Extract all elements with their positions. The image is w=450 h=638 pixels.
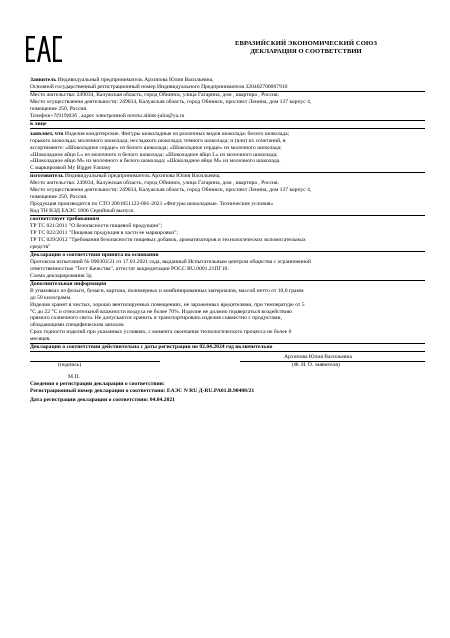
requirements-label: соответствует требованиям <box>30 216 100 223</box>
requirement-2: ТР ТС 022/2011 "Пищевая продукция в части ее маркировки"; <box>30 230 178 237</box>
declares-line-1 <box>30 131 425 138</box>
additional-line-1: В упаковках из фольги, бумаги, картона, полимерных и комбинированных материалов, массой нетто от 10,0 грамм <box>30 287 304 294</box>
requirement-1: ТР ТС 021/2011 "О безопасности пищевой продукции"; <box>30 223 163 230</box>
registration-date: Дата регистрации декларации о соответствии: 04.04.2021 <box>30 397 175 404</box>
additional-line-6: обладающими специфическим запахом. <box>30 322 125 329</box>
declares-line-4: «Шоколадное яйцо L» из молочного и белого шоколада; «Шоколадное яйцо L» из молочного шоколада; <box>30 151 278 158</box>
registration-info-label: Сведения о регистрации декларации о соответствии: <box>30 381 165 388</box>
basis-line-2: ответственностью "Тест Качества", аттестат аккредитации РОСС RU.0001.21ПГ10. <box>30 265 229 272</box>
document-header <box>26 36 426 68</box>
basis-line-1: Протокола испытаний № 090303/21 от 17.03.2021 года, выданный Испытательным центром общества с ограниченной <box>30 258 311 265</box>
eac-logo <box>26 36 62 62</box>
union-title: ЕВРАЗИЙСКИЙ ЭКОНОМИЧЕСКИЙ СОЮЗ <box>234 40 378 47</box>
requirement-3b: средств" <box>30 244 425 252</box>
declares-line-2: горького шоколада; молочного шоколада; несладкого шоколада; темного шоколада; и (или) их сочетаний, в <box>30 137 286 144</box>
applicant-activity-1: Место осуществления деятельности: 249034, Калужская область, город Обнинск, проспект Ленина, дом 137 корпус 4, <box>30 98 312 105</box>
fio-caption: (Ф. И. О. заявителя) <box>292 362 340 369</box>
registration-number: Регистрационный номер декларации о соответствии: ЕАЭС N RU Д-RU.PA01.В.90408/21 <box>30 388 255 395</box>
signature-line <box>30 354 160 362</box>
declares-line-5: «Шоколадное яйцо М» из молочного и белого шоколада; «Шоколадное яйцо М» из молочного шоколада. <box>30 158 281 165</box>
signer-name: Архипова Юлия Васильевна <box>284 354 352 361</box>
applicant-line <box>30 77 425 84</box>
additional-line-8: месяцев. <box>30 336 425 344</box>
in-person-label: в лице <box>30 121 425 129</box>
basis-scheme: Схема декларирования 3д <box>30 273 425 281</box>
manufacturer-activity-1: Место осуществления деятельности: 249034, Калужская область, город Обнинск, проспект Ленина, дом 137 корпус 4, <box>30 187 312 194</box>
manufacturer-code: Код ТН ВЭД ЕАЭС 1806 Серийный выпуск <box>30 208 425 216</box>
basis-label: Декларация о соответствии принята на основании <box>30 251 159 258</box>
applicant-phone: Телефон+7(919)03б , адрес электронной почты alimk-julia@ya.ru <box>30 113 425 121</box>
additional-label: Дополнительная информация <box>30 280 107 287</box>
additional-line-7: Срок годности изделий при указанных условиях, с момента окончания технологического процесса не более 6 <box>30 329 292 336</box>
applicant-name: Индивидуальный предприниматель Архипова Юлия Васильевна, <box>57 77 214 83</box>
applicant-label: Заявитель <box>30 77 57 83</box>
validity-text: Декларация о соответствии действительна с даты регистрации по 02.04.2024 год включительно <box>30 344 425 352</box>
signature-caption: (подпись) <box>58 362 82 369</box>
additional-line-3: Изделия хранят в чистых, хорошо вентилируемых помещениях, не зараженных вредителями, при температуре от 5 <box>30 301 305 308</box>
stamp-label: М.П. <box>68 374 80 381</box>
declares-label: заявляет, что <box>30 130 64 137</box>
manufacturer-standard: Продукция производится по СТО 2001051123-001-2021 «Фигуры шоколадные. Технические условия» <box>30 201 274 208</box>
manufacturer-label: изготовитель <box>30 173 64 180</box>
additional-line-5: прямого солнечного света. Не допускается хранить и транспортировать изделия совместно с продуктами, <box>30 315 282 322</box>
requirement-3a: ТР ТС 029/2012 "Требования безопасности пищевых добавок, ароматизаторов и технологических вспомогательных <box>30 236 306 243</box>
declares-line-3: ассортименте: «Шоколадное сердце» из белого шоколада; «Шоколадное сердце» из молочного шоколада; <box>30 144 282 151</box>
applicant-ogrn: Основной государственный регистрационный номер Индивидуального Предпринимателя 320402700007910 <box>30 84 425 92</box>
applicant-activity-2: помещение 250, Россия. <box>30 105 88 112</box>
manufacturer-activity-2: помещение 250, Россия. <box>30 194 88 201</box>
additional-line-2: до 50 килограмм. <box>30 294 72 301</box>
additional-line-4: °С до 22 °С и относительной влажности воздуха не более 70%. Изделие не должно подвергаться воздействию <box>30 308 292 315</box>
signature-block <box>30 354 425 362</box>
manufacturer-line <box>30 173 425 180</box>
declaration-title: ДЕКЛАРАЦИЯ О СООТВЕТСТВИИ <box>250 48 362 55</box>
applicant-residence: Место жительства: 249034, Калужская область, город Обнинск, улица Гагарина, дом , квартира , Россия. <box>30 91 279 98</box>
manufacturer-residence: Место жительства: 249034, Калужская область, город Обнинск, улица Гагарина, дом , квартира , Россия. <box>30 180 279 187</box>
signature-captions <box>30 362 425 370</box>
declares-line-6: С маркировкой My Bigger Fantasy <box>30 165 425 173</box>
declaration-body <box>30 77 425 404</box>
manufacturer-name: Индивидуальный предприниматель Архипова Юлия Васильевна, <box>63 173 221 180</box>
declares-text-1: Изделия кондитерские. Фигуры шоколадные из различных видов шоколада: белого шоколада; <box>63 130 290 137</box>
